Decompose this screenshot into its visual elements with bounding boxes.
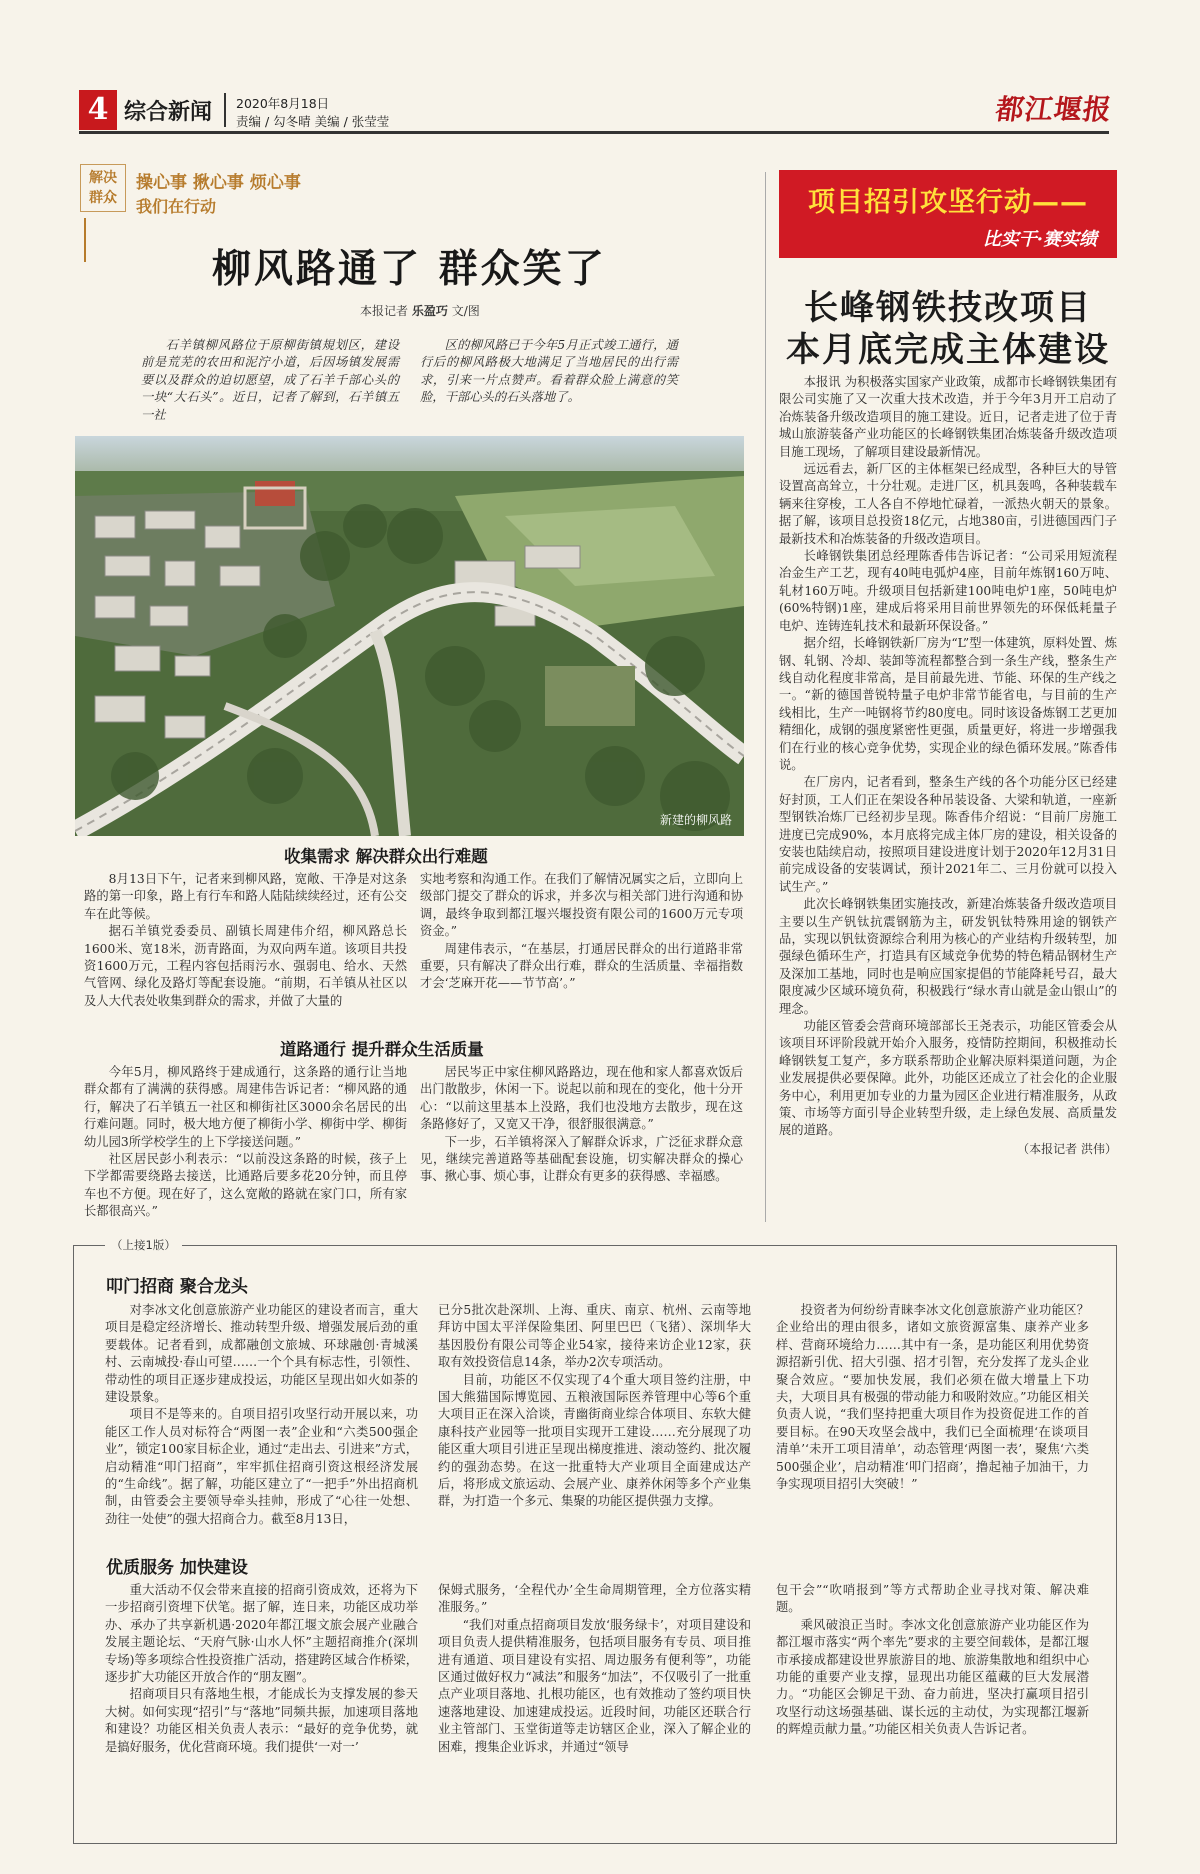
byline-author: 乐盈巧 bbox=[411, 304, 448, 318]
right-article-body bbox=[779, 374, 1117, 1157]
badge-line-2: 群众 bbox=[89, 190, 117, 206]
bottom-paragraph: 保姆式服务，‘全程代办’全生命周期管理，全方位落实精准服务。” bbox=[438, 1583, 751, 1615]
subhead-road-open: 道路通行 提升群众生活质量 bbox=[280, 1040, 484, 1059]
bottom-paragraph: 目前，功能区不仅实现了4个重大项目签约注册，中国大熊猫国际博览园、五粮液国际医养管理中心等6个重大项目正在深入洽谈，青幽街商业综合体项目、东软大健康科技产业园等一批项目实现开工建设……充分展现了功能区重大项目引进正呈现出梯度推进、滚动签约、批次履约的强劲态势。在这一批重特大产业项目全面建成达产后，将形成文旅运动、会展产业、康养休闲等多个产业集群，为打造一个多元、集聚的功能区提供强力支撑。 bbox=[438, 1372, 751, 1509]
lead-paragraph-2: 区的柳风路已于今年5月正式竣工通行，通行后的柳风路极大地满足了当地居民的出行需求，引来一片点赞声。看着群众脸上满意的笑脸，干部心头的石头落地了。 bbox=[420, 338, 678, 405]
campaign-slogan: 操心事 揪心事 烦心事 bbox=[136, 173, 301, 193]
slogan-bar bbox=[84, 218, 86, 262]
bottom-paragraph: 重大活动不仅会带来直接的招商引资成效，还将为下一步招商引资埋下伏笔。据了解，连日来，功能区成功举办、承办了共享新机遇·2020年都江堰文旅会展产业融合发展主题论坛、“天府气脉·山水人怀”主题招商推介(深圳专场)等多项综合性投资推广活动，搭建跨区域合作桥梁，逐步扩大功能区开放合作的“朋友圈”。 bbox=[105, 1583, 418, 1685]
right-paragraph: 远远看去，新厂区的主体框架已经成型，各种巨大的导管设置高高耸立，十分壮观。走进厂区，机具轰鸣，各种装载车辆来往穿梭，工人各自不停地忙碌着，一派热火朝天的景象。据了解，该项目总投资18亿元，占地380亩，引进德国西门子最新技术和冶炼装备的升级改造项目。 bbox=[779, 462, 1117, 546]
subhead-collect-demands: 收集需求 解决群众出行难题 bbox=[284, 847, 488, 866]
right-paragraph: 此次长峰钢铁集团实施技改，新建冶炼装备升级改造项目主要以生产钒钛抗震钢筋为主，研发钒钛特殊用途的钢铁产品，实现以钒钛资源综合利用为核心的产业结构升级转型，加强绿色循环生产，打造具有区域竞争优势的特色精品钢材生产及深加工基地，同时也是响应国家提倡的节能降耗号召，最大限度减少区域环境负荷，积极践行“绿水青山就是金山银山”的理念。 bbox=[779, 897, 1117, 1016]
section2-paragraph: 居民岑正中家住柳风路路边，现在他和家人都喜欢饭后出门散散步，休闲一下。说起以前和现在的变化，他十分开心：“以前这里基本上没路，我们也没地方去散步，现在这条路修好了，又宽又干净，很舒服很满意。” bbox=[420, 1065, 743, 1132]
lead-paragraph-1: 石羊镇柳风路位于原柳街镇規划区，建设前是荒芜的农田和泥泞小道，后因场镇发展需要以及群众的迫切愿望，成了石羊千部心头的一块“大石头”。近日，记者了解到，石羊镇五一社 bbox=[141, 338, 399, 422]
section2-col2 bbox=[420, 1064, 743, 1186]
issue-date: 2020年8月18日 bbox=[236, 96, 330, 111]
bottom-s2-col3 bbox=[776, 1582, 1089, 1739]
campaign-badge bbox=[80, 164, 126, 212]
section2-paragraph: 社区居民彭小利表示：“以前没这条路的时候，孩子上下学都需要绕路去接送，比通路后要多花20分钟，而且停车也不方便。现在好了，这么宽敞的路就在家门口，所有家长都很高兴。” bbox=[84, 1152, 407, 1219]
continued-label: （上接1版） bbox=[105, 1237, 182, 1253]
right-paragraph: 在厂房内，记者看到，整条生产线的各个功能分区已经建好封顶，工人们正在架设各种吊装设备、大梁和轨道，一座新型钢铁冶炼厂已经初步呈现。陈香伟介绍说：“目前厂房施工进度已完成90%，本月底将完成主体厂房的建设，相关设备的安装也陆续启动，按照项目建设进度计划于2020年12月31日前完成设备的安装调试，预计2021年二、三月份就可以投入试生产。” bbox=[779, 775, 1117, 894]
section1-col1 bbox=[84, 871, 407, 1010]
banner-title: 项目招引攻坚行动—— bbox=[808, 187, 1088, 218]
section1-paragraph: 据石羊镇党委委员、副镇长周建伟介绍，柳风路总长1600米、宽18米，沥青路面，为双向两车道。该项目共投资1600万元，工程内容包括雨污水、强弱电、给水、天然气管网、绿化及路灯等配套设施。“前期，石羊镇从社区以及人大代表处收集到群众的需求，并做了大量的 bbox=[84, 924, 407, 1008]
section1-paragraph: 周建伟表示，“在基层，打通居民群众的出行道路非常重要，只有解决了群众出行难，群众的生活质量、幸福指数才会‘芝麻开花——节节高’。” bbox=[420, 941, 743, 991]
section-title: 综合新闻 bbox=[124, 100, 213, 125]
article-byline bbox=[360, 302, 480, 319]
section2-paragraph: 今年5月，柳风路终于建成通行，这条路的通行让当地群众都有了满满的获得感。周建伟告诉记者：“柳风路的通行，解决了石羊镇五一社区和柳街社区3000余名居民的出行难问题。同时，极大地方便了柳街小学、柳街中学、柳街幼儿园3所学校学生的上下学接送问题。” bbox=[84, 1065, 407, 1149]
bottom-paragraph: 投资者为何纷纷青睐李冰文化创意旅游产业功能区？企业给出的理由很多，诸如文旅资源富集、康养产业多样、营商环境给力……其中有一条，是功能区利用优势资源招新引优、招大引强、招才引智，充分发挥了龙头企业聚合效应。“要加快发展，我们必须在做大增量上下功夫，大项目具有极强的带动能力和吸附效应。”功能区相关负责人说，“我们坚持把重大项目作为投资促进工作的首要目标。在90天攻坚会战中，我们已全面梳理‘在谈项目清单’‘未开工项目清单’，动态管理‘两图一表’，聚焦‘六类500强企业’，启动精准‘叩门招商’，撸起袖子加油干，力争实现项目招引大突破！” bbox=[776, 1303, 1089, 1492]
section2-col1 bbox=[84, 1064, 407, 1221]
column-divider bbox=[765, 172, 766, 1222]
right-headline-2: 本月底完成主体建设 bbox=[786, 330, 1110, 370]
paper-logo: 都江堰报 bbox=[993, 93, 1115, 126]
section1-paragraph: 8月13日下午，记者来到柳风路，宽敞、干净是对这条路的第一印象，路上有行车和路人陆陆续续经过，还有公交车在此等候。 bbox=[84, 872, 407, 921]
bottom-paragraph: 乘风破浪正当时。李冰文化创意旅游产业功能区作为都江堰市落实“两个率先”要求的主要空间载体，是都江堰市承接成都建设世界旅游目的地、旅游集散地和组织中心功能的重要产业支撑，显现出功能区蕴藏的巨大发展潜力。“功能区会铆足干劲、奋力前进，坚决打赢项目招引攻坚行动这场强基础、谋长远的主动仗，为实现都江堰新的辉煌贡献力量。”功能区相关负责人告诉记者。 bbox=[776, 1617, 1089, 1737]
right-paragraph: 本报讯 为积极落实国家产业政策，成都市长峰钢铁集团有限公司实施了又一次重大技术改造，并于今年3月开工启动了冶炼装备升级改造项目的施工建设。近日，记者走进了位于青城山旅游装备产业功能区的长峰钢铁集团冶炼装备升级改造项目施工现场，了解项目建设最新情况。 bbox=[779, 375, 1117, 459]
subhead-service: 优质服务 加快建设 bbox=[106, 1558, 248, 1578]
byline-suffix: 文/图 bbox=[451, 304, 480, 318]
campaign-subslogan: 我们在行动 bbox=[136, 197, 217, 216]
header-rule bbox=[79, 131, 1109, 134]
bottom-paragraph: 招商项目只有落地生根，才能成长为支撑发展的参天大树。如何实现“招引”与“落地”同频共振，加速项目落地和建设？功能区相关负责人表示：“最好的竞争优势，就是搞好服务，优化营商环境。我们提供‘一对一’ bbox=[105, 1687, 418, 1754]
bottom-s2-col1 bbox=[105, 1582, 418, 1756]
reporter-note: （本报记者 洪伟） bbox=[1017, 1141, 1117, 1156]
photo-caption: 新建的柳风路 bbox=[659, 813, 732, 827]
page-number: 4 bbox=[79, 90, 117, 130]
banner-subtitle: 比实干·赛实绩 bbox=[982, 229, 1097, 250]
aerial-road-photo bbox=[75, 436, 744, 836]
aerial-photo-illustration bbox=[75, 436, 744, 836]
campaign-banner bbox=[779, 170, 1117, 258]
right-paragraph: 长峰钢铁集团总经理陈香伟告诉记者：“公司采用短流程冶金生产工艺，现有40吨电弧炉4座，目前年炼钢160万吨、轧材160万吨。升级项目包括新建100吨电炉1座，50吨电炉(60%特钢)1座，建成后将采用目前世界领先的环保低耗量子电炉、连铸连轧技术和最新环保设备。” bbox=[779, 549, 1117, 633]
bottom-paragraph: 已分5批次赴深圳、上海、重庆、南京、杭州、云南等地拜访中国太平洋保险集团、阿里巴巴（飞猪）、深圳华大基因股份有限公司等企业54家，接待来访企业12家，获取有效投资信息14条，举办2次专项活动。 bbox=[438, 1303, 751, 1370]
bottom-s1-col1 bbox=[105, 1302, 418, 1528]
bottom-s1-col3 bbox=[776, 1302, 1089, 1493]
bottom-paragraph: “我们对重点招商项目发放‘服务绿卡’，对项目建设和项目负责人提供精准服务，包括项目服务有专员、项目推进有通道、项目建设有实招、周边服务有便利等”，功能区通过做好权力“减法”和服务“加法”，不仅吸引了一批重点产业项目落地、扎根功能区，也有效推动了签约项目快速落地建设、加速建成投运。近段时间，功能区还联合行业主管部门、玉堂街道等走访辖区企业，深入了解企业的困难，搜集企业诉求，并通过“领导 bbox=[438, 1617, 751, 1754]
right-headline-1: 长峰钢铁技改项目 bbox=[804, 288, 1092, 328]
article-headline: 柳风路通了 群众笑了 bbox=[212, 246, 607, 292]
subhead-investment: 叩门招商 聚合龙头 bbox=[106, 1277, 248, 1297]
right-paragraph: 据介绍，长峰钢铁新厂房为“L”型一体建筑，原料处置、炼钢、轧钢、冷却、装卸等流程都整合到一条生产线，整条生产线自动化程度非常高，是目前最先进、节能、环保的生产线之一。“新的德国普锐特量子电炉非常节能省电，与目前的生产线相比，生产一吨钢将节约80度电。同时该设备炼钢工艺更加精细化，成钢的强度紧密性更强，质量更好，将进一步增强我们在行业的核心竞争优势，实现企业的绿色循环发展。”陈香伟说。 bbox=[779, 636, 1117, 772]
header-separator bbox=[224, 93, 226, 127]
byline-prefix: 本报记者 bbox=[360, 304, 409, 318]
bottom-s1-col2 bbox=[438, 1302, 751, 1511]
badge-line-1: 解决 bbox=[89, 170, 117, 186]
bottom-paragraph: 对李冰文化创意旅游产业功能区的建设者而言，重大项目是稳定经济增长、推动转型升级、增强发展后劲的重要载体。记者看到，成都融创文旅城、环球融创·青城溪村、云南城投·春山可望……一个个具有标志性，引领性、带动性的项目正逐步建成投运，功能区呈现出如火如荼的建设景象。 bbox=[105, 1303, 418, 1405]
section2-paragraph: 下一步，石羊镇将深入了解群众诉求，广泛征求群众意见，继续完善道路等基础配套设施，切实解决群众的操心事、揪心事、烦心事，让群众有更多的获得感、幸福感。 bbox=[420, 1134, 743, 1184]
section1-paragraph: 实地考察和沟通工作。在我们了解情况属实之后，立即向上级部门提交了群众的诉求，并多次与相关部门进行沟通和协调，最终争取到都江堰兴堰投资有限公司的1600万元专项资金。” bbox=[420, 872, 743, 939]
bottom-paragraph: 项目不是等来的。自项目招引攻坚行动开展以来，功能区工作人员对标符合“两图一表”企业和“六类500强企业”，锁定100家目标企业，通过“走出去、引进来”方式，启动精准“叩门招商”，牢牢抓住招商引资这根经济发展的“生命线”。据了解，功能区建立了“一把手”外出招商机制，由管委会主要领导牵头挂帅，形成了“心往一处想、劲往一处使”的强大招商合力。截至8月13日， bbox=[105, 1407, 418, 1526]
bottom-paragraph: 包干会”“吹哨报到”等方式帮助企业寻找对策、解决难题。 bbox=[776, 1583, 1089, 1615]
right-paragraph: 功能区管委会营商环境部部长王尧表示，功能区管委会从该项目环评阶段就开始介入服务，疫情防控期间，积极推动长峰钢铁复工复产，多方联系帮助企业解决原料渠道问题，为企业发展提供必要保障。此外，功能区还成立了社会化的企业服务中心，利用更加专业的力量为园区企业进行精准服务，从政策、市场等方面引导企业转型升级，走上绿色发展、高质量发展的道路。 bbox=[779, 1019, 1117, 1138]
editors-line: 责编 / 勾冬晴 美编 / 张莹莹 bbox=[236, 114, 390, 129]
bottom-s2-col2 bbox=[438, 1582, 751, 1756]
section1-col2 bbox=[420, 871, 743, 993]
